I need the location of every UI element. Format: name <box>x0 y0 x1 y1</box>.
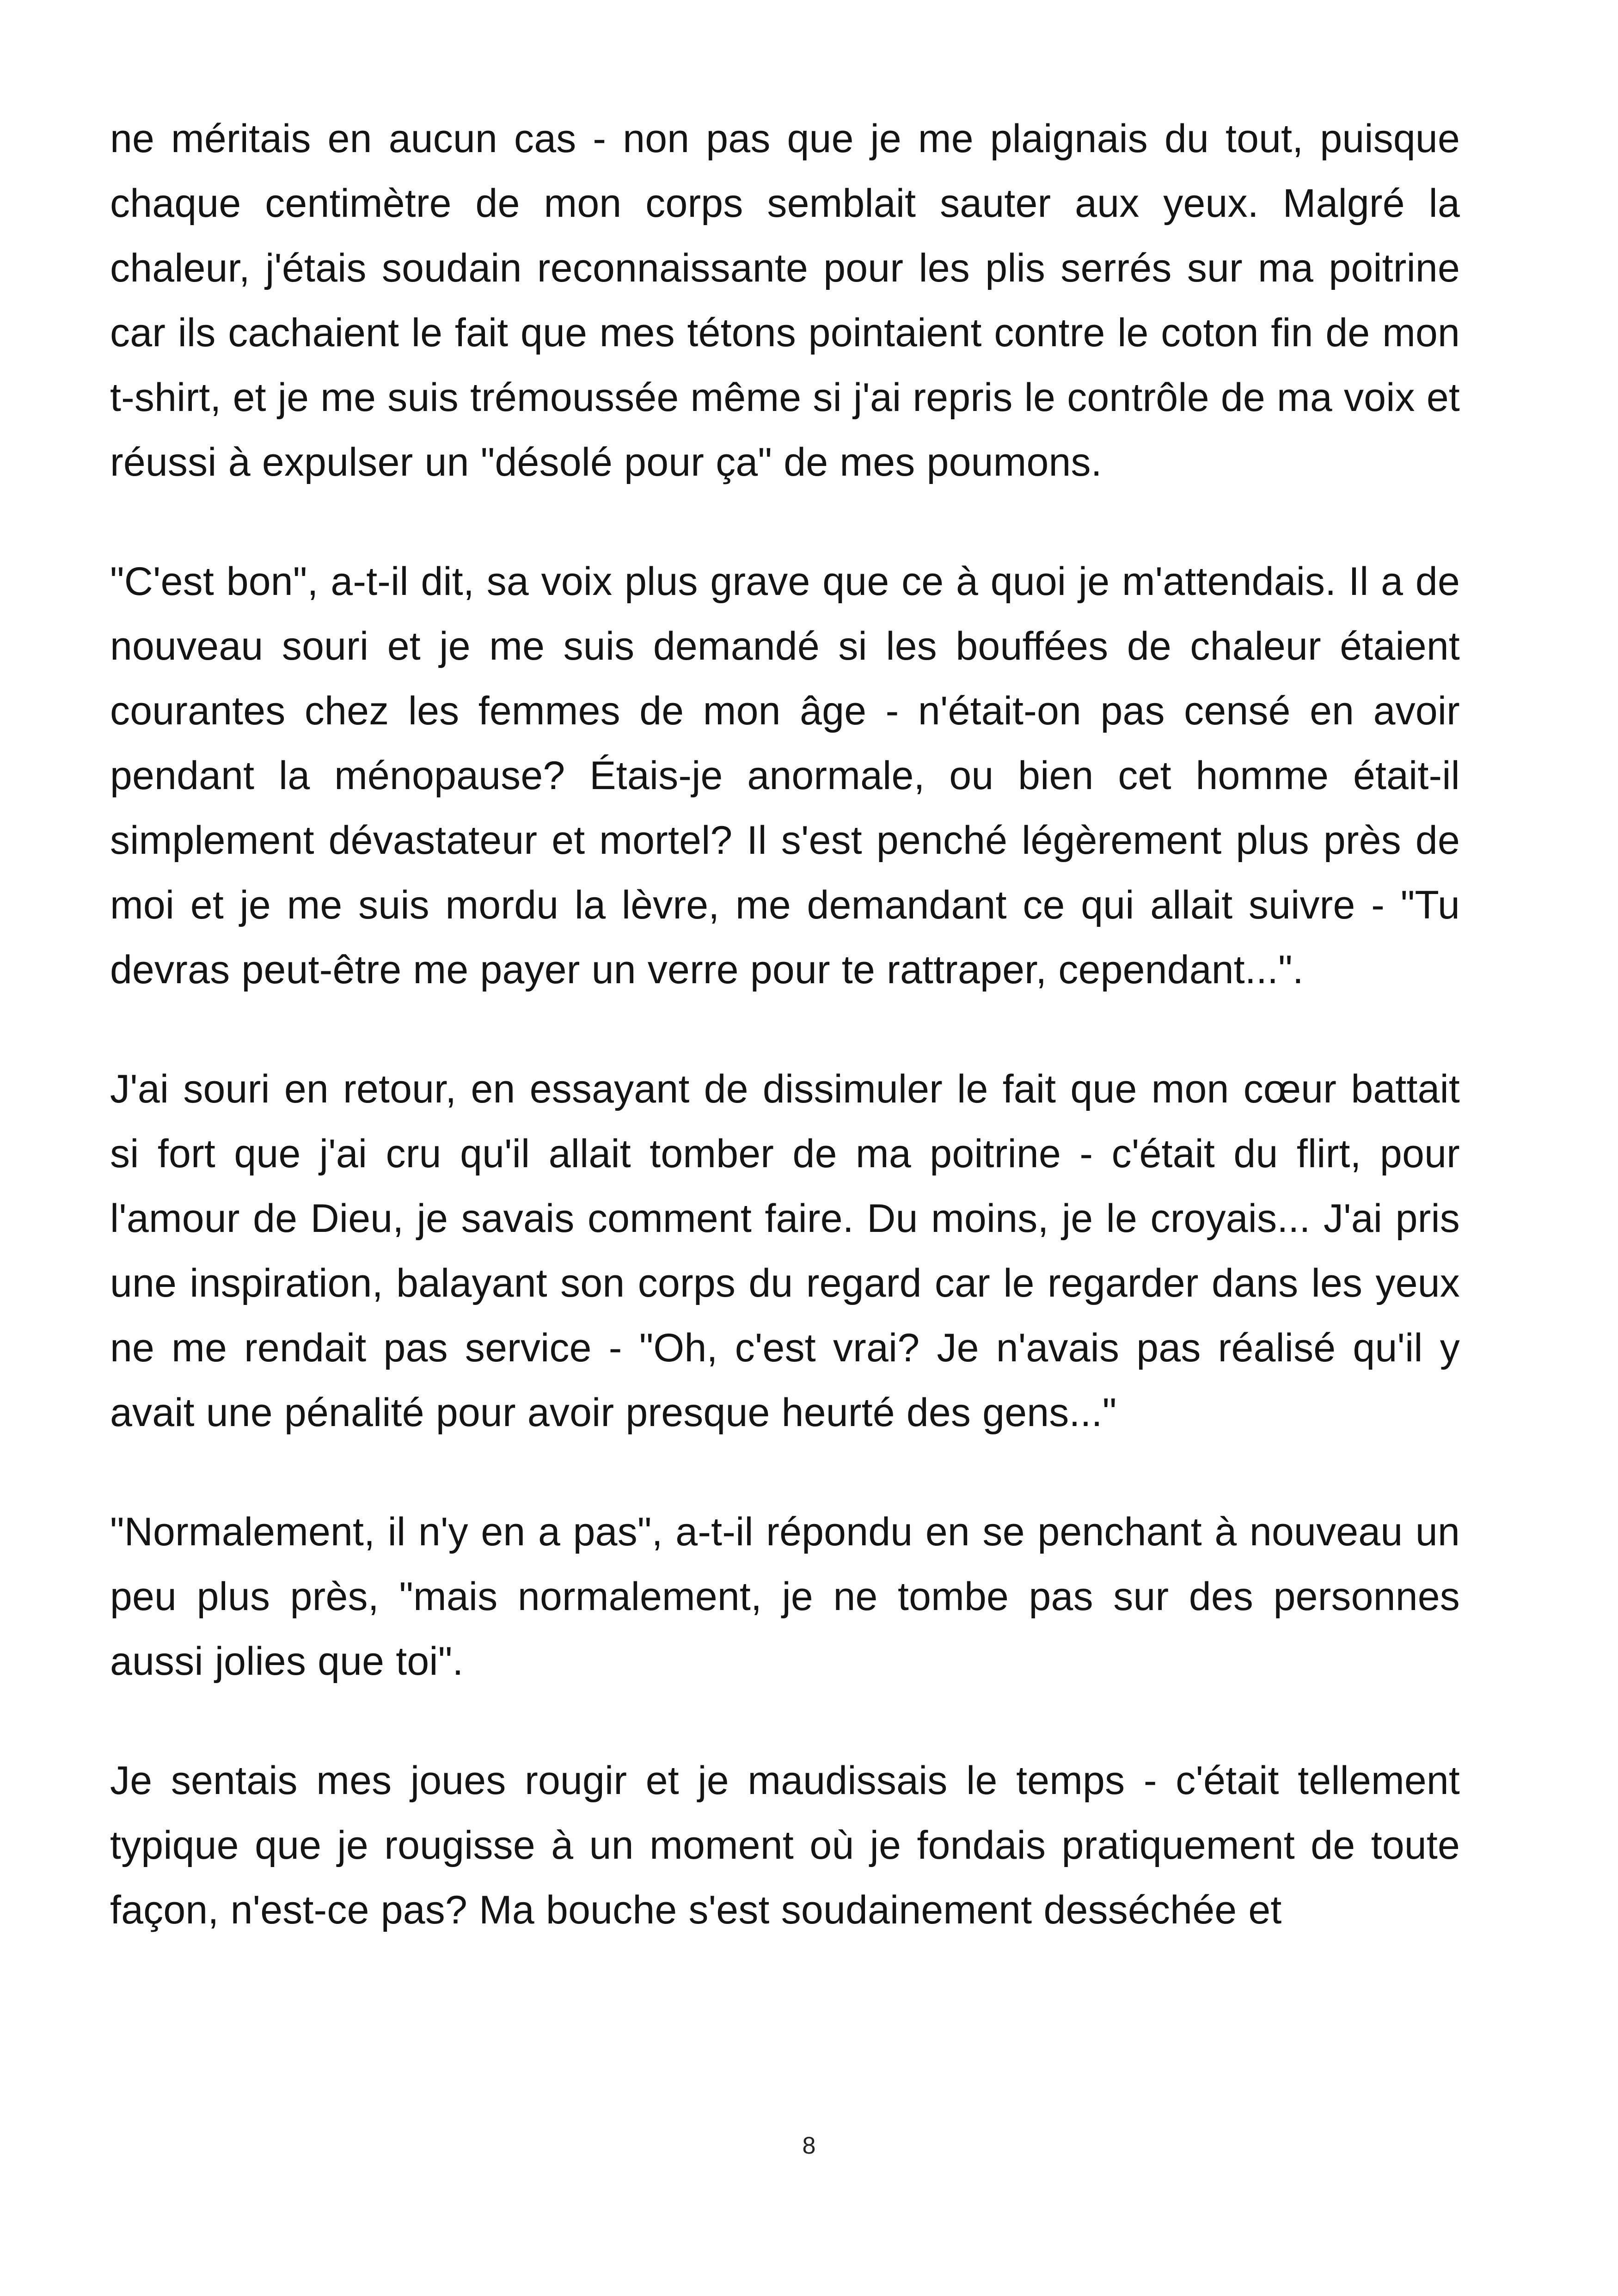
paragraph-3: J'ai souri en retour, en essayant de dissimuler le fait que mon cœur battait si fort que j'ai cru qu'il allait tomber de ma poitrine - c'était du flirt, pour l'amour de Dieu, je savais comment faire. Du moins, je le croyais... J'ai pris une inspiration, balayant son corps du regard car le regarder dans les yeux ne me rendait pas service - "Oh, c'est vrai? Je n'avais pas réalisé qu'il y avait une pénalité pour avoir presque heurté des gens..." <box>110 1067 1460 1435</box>
paragraph-5: Je sentais mes joues rougir et je maudissais le temps - c'était tellement typique que je rougisse à un moment où je fondais pratiquement de toute façon, n'est-ce pas? Ma bouche s'est soudainement desséchée et <box>110 1758 1460 1932</box>
page-number: 8 <box>802 2132 816 2159</box>
paragraph-4: "Normalement, il n'y en a pas", a-t-il répondu en se penchant à nouveau un peu plus près, "mais normalement, je ne tombe pas sur des personnes aussi jolies que toi". <box>110 1510 1460 1684</box>
paragraph-2: "C'est bon", a-t-il dit, sa voix plus grave que ce à quoi je m'attendais. Il a de nouveau souri et je me suis demandé si les bouffées de chaleur étaient courantes chez les femmes de mon âge - n'était-on pas censé en avoir pendant la ménopause? Étais-je anormale, ou bien cet homme était-il simplement dévastateur et mortel? Il s'est penché légèrement plus près de moi et je me suis mordu la lèvre, me demandant ce qui allait suivre - "Tu devras peut-être me payer un verre pour te rattraper, cependant...". <box>110 559 1460 992</box>
paragraph-1: ne méritais en aucun cas - non pas que je me plaignais du tout, puisque chaque centimètre de mon corps semblait sauter aux yeux. Malgré la chaleur, j'étais soudain reconnaissante pour les plis serrés sur ma poitrine car ils cachaient le fait que mes tétons pointaient contre le coton fin de mon t-shirt, et je me suis trémoussée même si j'ai repris le contrôle de ma voix et réussi à expulser un "désolé pour ça" de mes poumons. <box>110 116 1460 484</box>
text-body <box>110 106 1460 1942</box>
